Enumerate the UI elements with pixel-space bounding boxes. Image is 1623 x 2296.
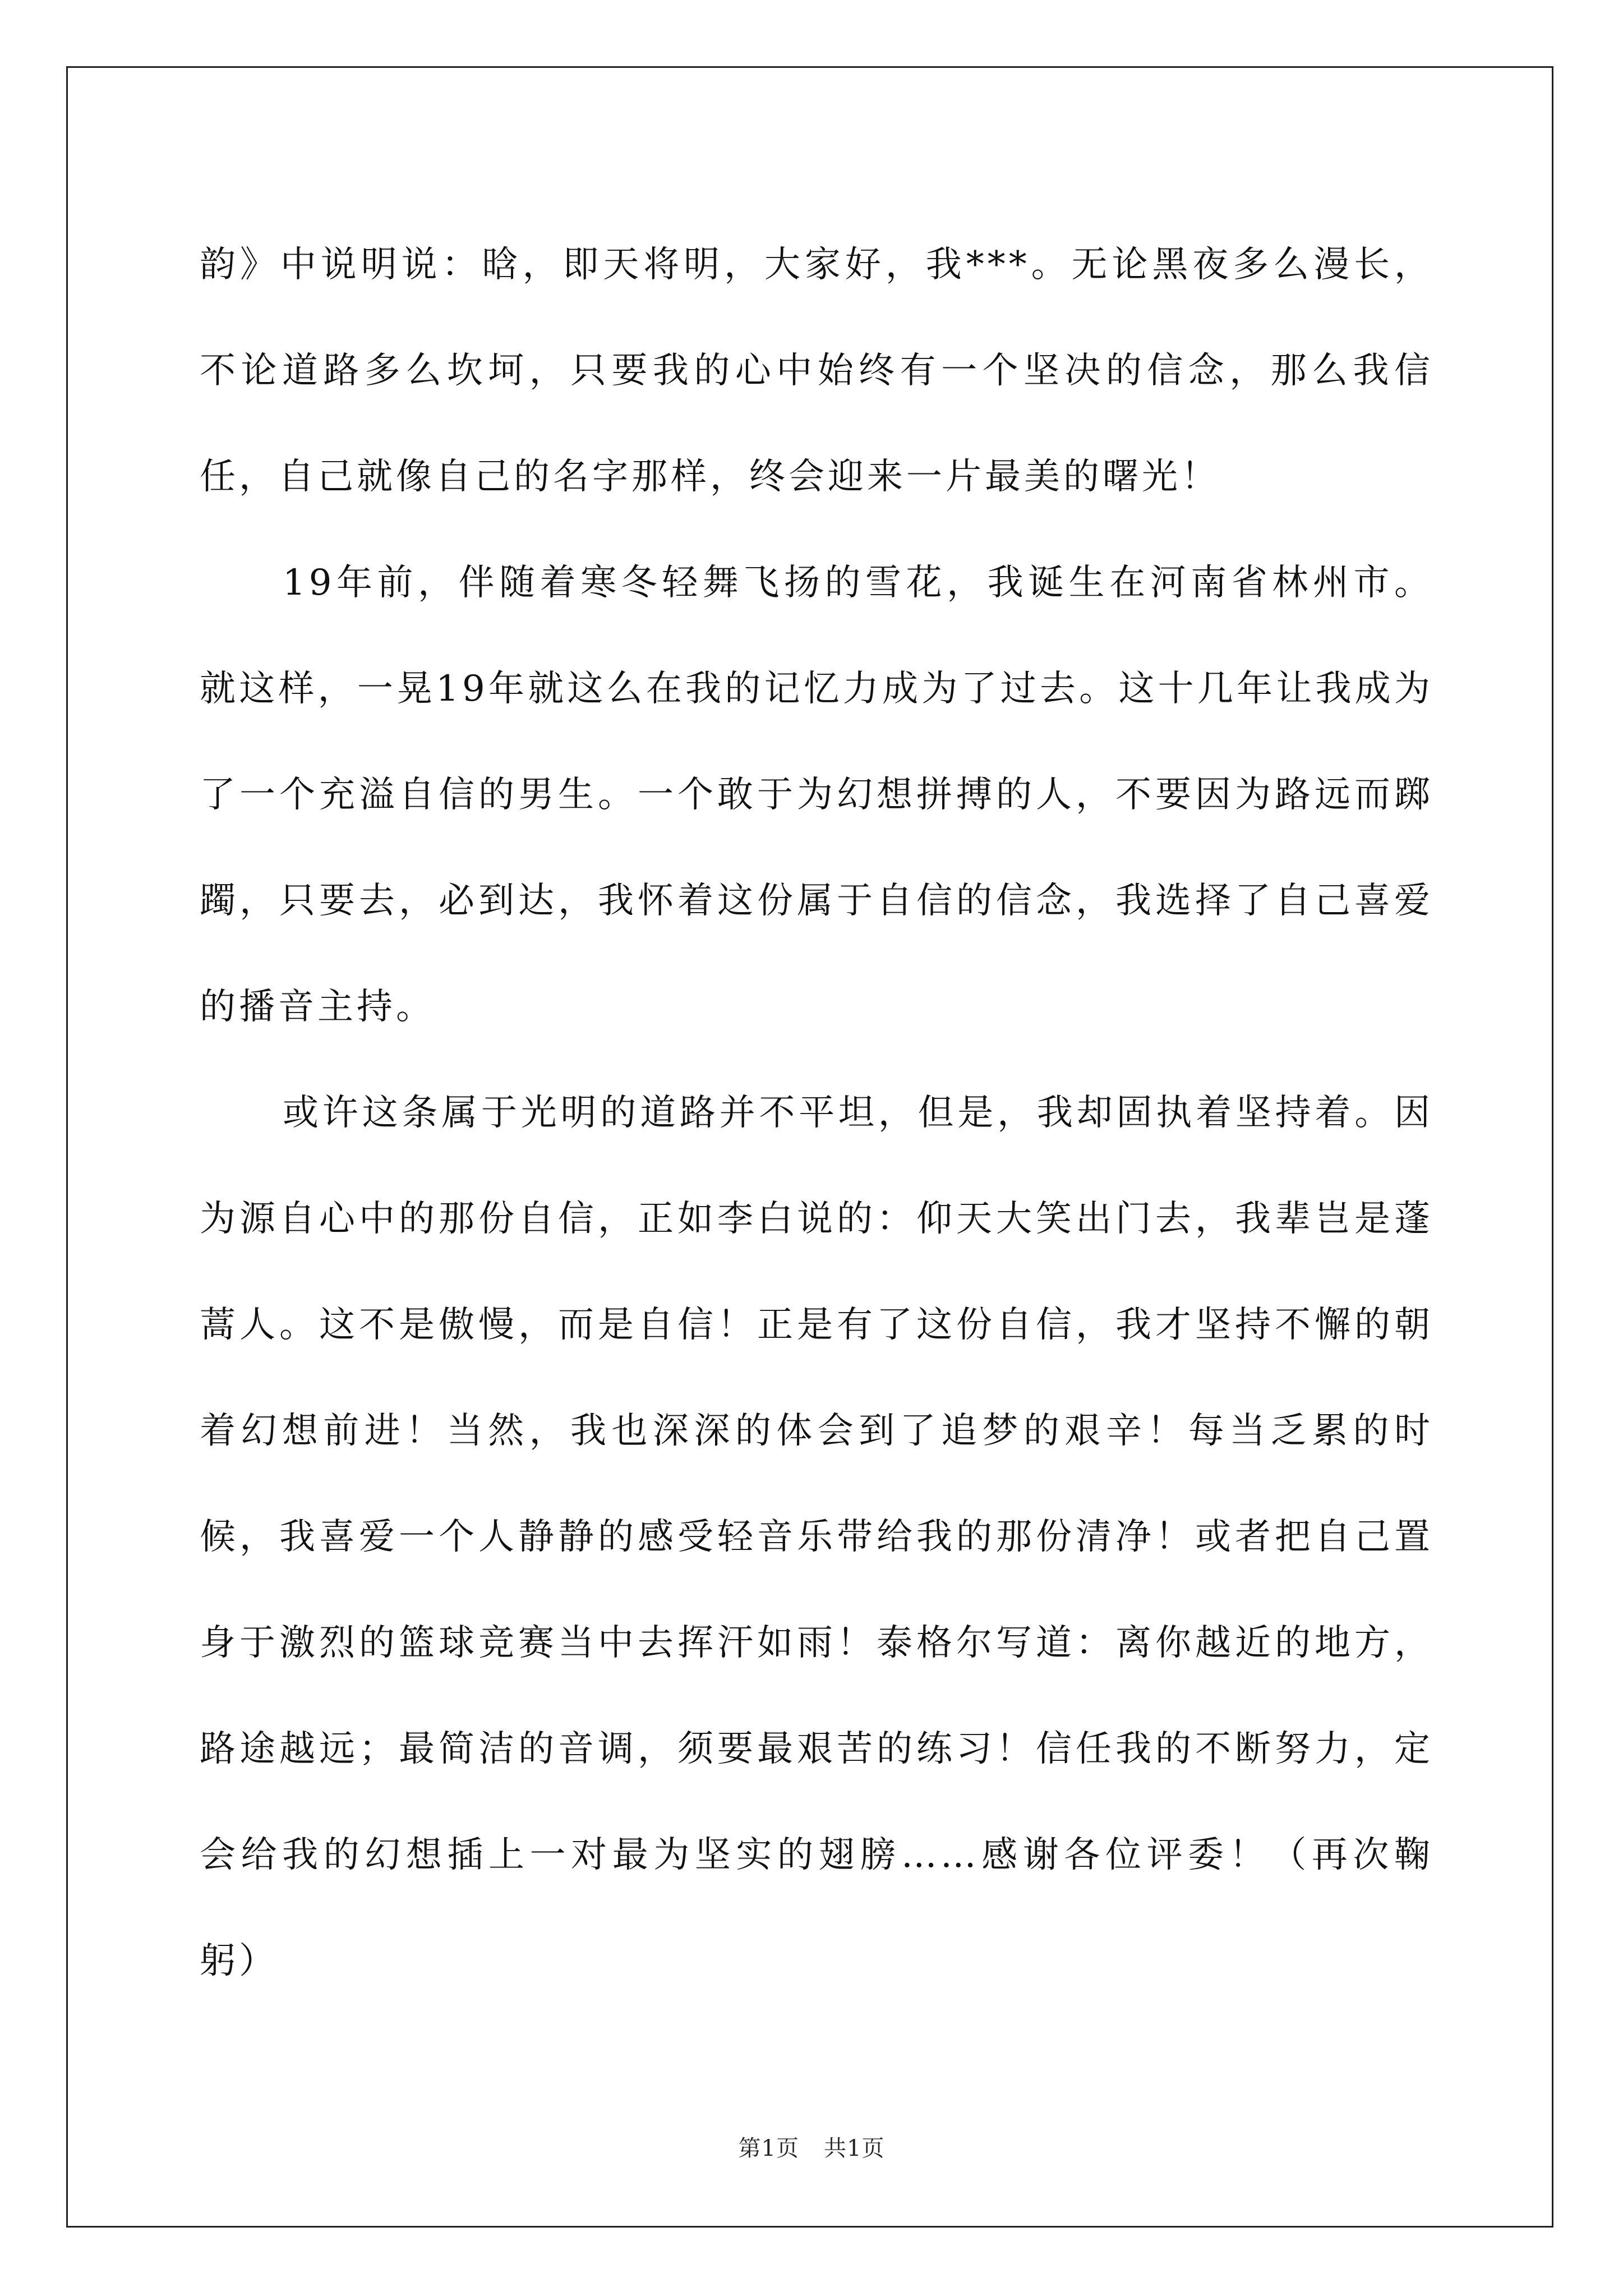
- page-total: 共1页: [824, 2136, 885, 2161]
- paragraph-2: 19年前，伴随着寒冬轻舞飞扬的雪花，我诞生在河南省林州市。就这样，一晃19年就这么在我的记忆力成为了过去。这十几年让我成为了一个充溢自信的男生。一个敢于为幻想拼搏的人，不要因为路远而踯躅，只要去，必到达，我怀着这份属于自信的信念，我选择了自己喜爱的播音主持。: [200, 562, 1433, 1028]
- page-footer: [0, 2131, 1623, 2162]
- paragraph-3: 或许这条属于光明的道路并不平坦，但是，我却固执着坚持着。因为源自心中的那份自信，正如李白说的：仰天大笑出门去，我辈岂是蓬蒿人。这不是傲慢，而是自信！正是有了这份自信，我才坚持不懈的朝着幻想前进！当然，我也深深的体会到了追梦的艰辛！每当乏累的时候，我喜爱一个人静静的感受轻音乐带给我的那份清净！或者把自己置身于激烈的篮球竞赛当中去挥汗如雨！泰格尔写道：离你越近的地方，路途越远；最简洁的音调，须要最艰苦的练习！信任我的不断努力，定会给我的幻想插上一对最为坚实的翅膀……感谢各位评委！（再次鞠躬）: [200, 1092, 1433, 1982]
- paragraph-1: 韵》中说明说：晗，即天将明，大家好，我***。无论黑夜多么漫长，不论道路多么坎坷，只要我的心中始终有一个坚决的信念，那么我信任，自己就像自己的名字那样，终会迎来一片最美的曙光！: [200, 244, 1433, 498]
- document-body: [200, 212, 1433, 2014]
- page-number: 第1页: [738, 2136, 799, 2161]
